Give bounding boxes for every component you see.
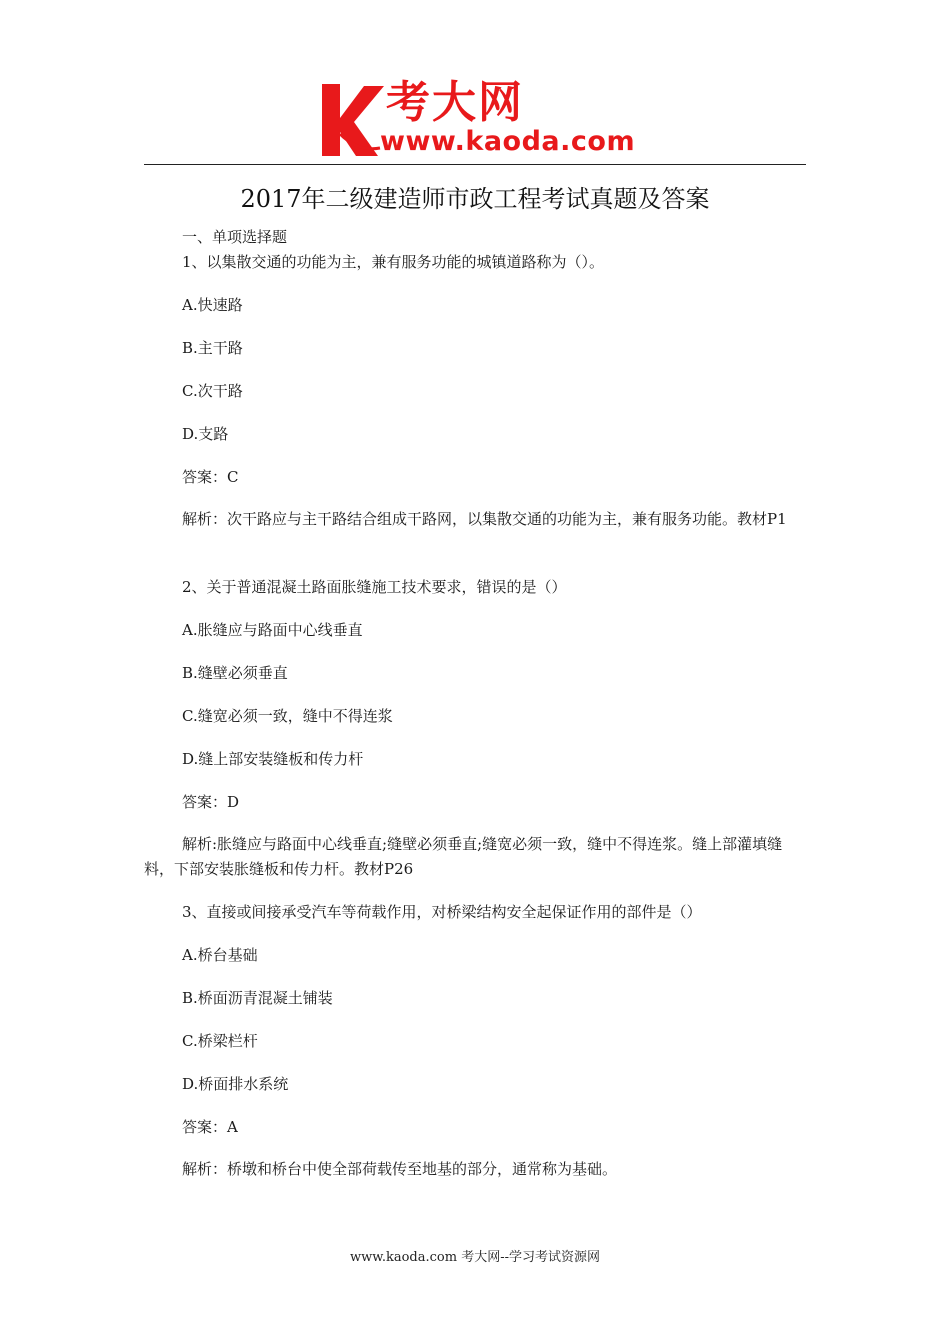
analysis: 解析：桥墩和桥台中使全部荷载传至地基的部分，通常称为基础。 [182, 1160, 618, 1178]
question-stem: 3、直接或间接承受汽车等荷载作用，对桥梁结构安全起保证作用的部件是（） [182, 903, 702, 921]
option-c: C.桥梁栏杆 [182, 1032, 258, 1050]
option-d: D.缝上部安装缝板和传力杆 [182, 750, 364, 768]
answer: 答案：A [182, 1118, 238, 1136]
kaoda-logo[interactable] [318, 78, 648, 160]
option-a: A.桥台基础 [182, 946, 258, 964]
analysis: 解析:胀缝应与路面中心线垂直;缝壁必须垂直;缝宽必须一致，缝中不得连浆。缝上部灌填缝料，下部安装胀缝板和传力杆。教材P26 [144, 835, 783, 878]
option-b: B.桥面沥青混凝土铺装 [182, 989, 333, 1007]
document-title: 2017年二级建造师市政工程考试真题及答案 [240, 185, 710, 213]
option-d: D.支路 [182, 425, 229, 443]
option-b: B.缝壁必须垂直 [182, 664, 288, 682]
section-heading: 一、单项选择题 [182, 228, 288, 246]
page-footer: www.kaoda.com 考大网--学习考试资源网 [350, 1250, 600, 1265]
option-a: A.胀缝应与路面中心线垂直 [182, 621, 363, 639]
answer: 答案：D [182, 793, 240, 811]
analysis: 解析：次干路应与主干路结合组成干路网，以集散交通的功能为主，兼有服务功能。教材P1 [182, 510, 787, 528]
option-c: C.缝宽必须一致，缝中不得连浆 [182, 707, 393, 725]
question-stem: 2、关于普通混凝土路面胀缝施工技术要求，错误的是（） [182, 578, 567, 596]
option-d: D.桥面排水系统 [182, 1075, 289, 1093]
logo-brand-text: 考大网 [386, 77, 524, 128]
answer: 答案：C [182, 468, 239, 486]
header-divider [144, 164, 806, 165]
logo-url-text: www.kaoda.com [380, 126, 636, 157]
option-a: A.快速路 [182, 296, 243, 314]
option-c: C.次干路 [182, 382, 243, 400]
option-b: B.主干路 [182, 339, 243, 357]
question-stem: 1、以集散交通的功能为主，兼有服务功能的城镇道路称为（）。 [182, 253, 605, 271]
